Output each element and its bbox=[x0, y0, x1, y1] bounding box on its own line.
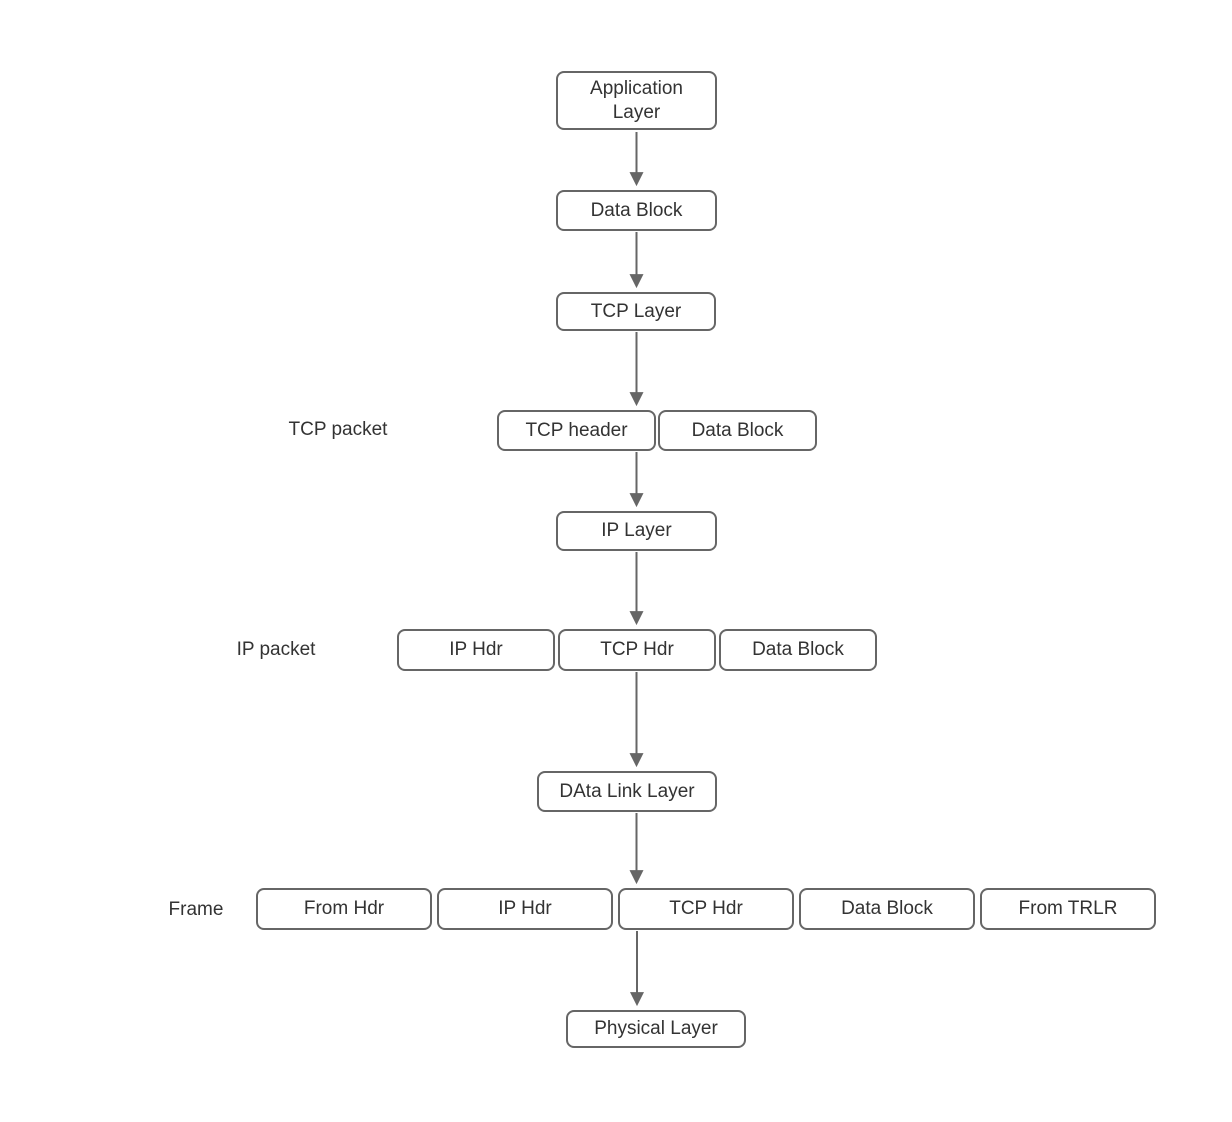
node-tcp-hdr: TCP Hdr bbox=[558, 629, 716, 671]
node-physical-layer: Physical Layer bbox=[566, 1010, 746, 1048]
node-tcp-header: TCP header bbox=[497, 410, 656, 451]
node-ip-layer: IP Layer bbox=[556, 511, 717, 551]
node-data-block-top: Data Block bbox=[556, 190, 717, 231]
node-frame-data-block: Data Block bbox=[799, 888, 975, 930]
row-label-ip-packet: IP packet bbox=[236, 639, 316, 660]
row-label-frame: Frame bbox=[168, 899, 224, 920]
node-frame-from-hdr: From Hdr bbox=[256, 888, 432, 930]
node-frame-from-trlr: From TRLR bbox=[980, 888, 1156, 930]
row-label-tcp-packet: TCP packet bbox=[288, 419, 388, 440]
node-tcp-packet-data-block: Data Block bbox=[658, 410, 817, 451]
node-data-link-layer: DAta Link Layer bbox=[537, 771, 717, 812]
node-tcp-layer: TCP Layer bbox=[556, 292, 716, 331]
node-frame-ip-hdr: IP Hdr bbox=[437, 888, 613, 930]
node-application-layer: Application Layer bbox=[556, 71, 717, 130]
node-ip-packet-data-block: Data Block bbox=[719, 629, 877, 671]
node-frame-tcp-hdr: TCP Hdr bbox=[618, 888, 794, 930]
node-ip-hdr: IP Hdr bbox=[397, 629, 555, 671]
